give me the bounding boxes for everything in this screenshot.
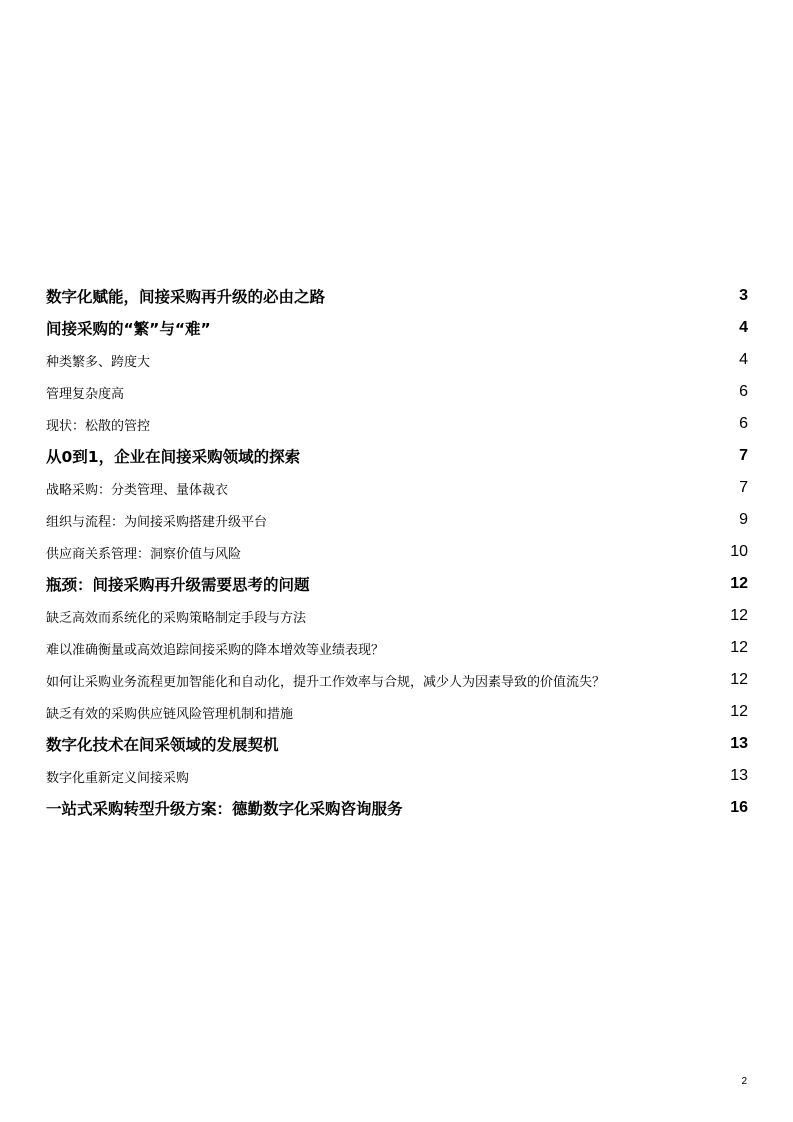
- toc-subentry[interactable]: [46, 664, 748, 696]
- toc-subentry-page: 13: [730, 767, 748, 784]
- toc-subentry-page: 6: [739, 415, 748, 432]
- toc-entry-title: 一站式采购转型升级方案：德勤数字化采购咨询服务: [46, 800, 403, 818]
- toc-subentry-page: 4: [739, 351, 748, 368]
- toc-entry-title: 瓶颈：间接采购再升级需要思考的问题: [46, 576, 310, 594]
- toc-subentry[interactable]: [46, 472, 748, 504]
- toc-subentry-title: 难以准确衡量或高效追踪间接采购的降本增效等业绩表现？: [46, 642, 385, 658]
- toc-subentry-page: 10: [730, 543, 748, 560]
- toc-subentry-title: 如何让采购业务流程更加智能化和自动化，提升工作效率与合规，减少人为因素导致的价值流失？: [46, 674, 606, 690]
- toc-subentry-page: 9: [739, 511, 748, 528]
- toc-entry-title: 间接采购的“繁”与“难”: [46, 320, 211, 338]
- toc-entry[interactable]: [46, 440, 748, 472]
- table-of-contents: [46, 280, 748, 824]
- toc-subentry-page: 12: [730, 671, 748, 688]
- toc-subentry-title: 组织与流程：为间接采购搭建升级平台: [46, 514, 268, 530]
- toc-entry-page: 3: [739, 287, 748, 304]
- toc-subentry-title: 数字化重新定义间接采购: [46, 770, 190, 786]
- toc-subentry[interactable]: [46, 376, 748, 408]
- toc-entry-title: 数字化技术在间采领域的发展契机: [46, 736, 279, 754]
- toc-subentry[interactable]: [46, 760, 748, 792]
- toc-entry-page: 13: [730, 735, 748, 752]
- toc-subentry-title: 种类繁多、跨度大: [46, 354, 151, 370]
- toc-subentry[interactable]: [46, 696, 748, 728]
- toc-entry-page: 16: [730, 799, 748, 816]
- toc-subentry[interactable]: [46, 504, 748, 536]
- toc-subentry[interactable]: [46, 408, 748, 440]
- toc-subentry-page: 6: [739, 383, 748, 400]
- toc-subentry-title: 战略采购：分类管理、量体裁衣: [46, 482, 229, 498]
- toc-subentry[interactable]: [46, 344, 748, 376]
- toc-subentry[interactable]: [46, 632, 748, 664]
- toc-subentry[interactable]: [46, 600, 748, 632]
- toc-subentry-title: 缺乏有效的采购供应链风险管理机制和措施: [46, 706, 294, 722]
- toc-subentry-title: 供应商关系管理：洞察价值与风险: [46, 546, 242, 562]
- toc-subentry-title: 现状：松散的管控: [46, 418, 151, 434]
- toc-subentry-page: 12: [730, 607, 748, 624]
- toc-entry[interactable]: [46, 568, 748, 600]
- toc-entry[interactable]: [46, 792, 748, 824]
- toc-subentry-title: 缺乏高效而系统化的采购策略制定手段与方法: [46, 610, 307, 626]
- toc-entry-page: 12: [730, 575, 748, 592]
- toc-entry[interactable]: [46, 280, 748, 312]
- toc-subentry-title: 管理复杂度高: [46, 386, 125, 402]
- toc-subentry-page: 7: [739, 479, 748, 496]
- toc-entry[interactable]: [46, 728, 748, 760]
- toc-entry-page: 7: [739, 447, 748, 464]
- page-number: 2: [741, 1076, 747, 1087]
- toc-entry-title: 从0到1，企业在间接采购领域的探索: [46, 448, 301, 466]
- toc-subentry[interactable]: [46, 536, 748, 568]
- toc-entry-page: 4: [739, 319, 748, 336]
- toc-subentry-page: 12: [730, 639, 748, 656]
- toc-entry[interactable]: [46, 312, 748, 344]
- toc-entry-title: 数字化赋能，间接采购再升级的必由之路: [46, 288, 326, 306]
- toc-subentry-page: 12: [730, 703, 748, 720]
